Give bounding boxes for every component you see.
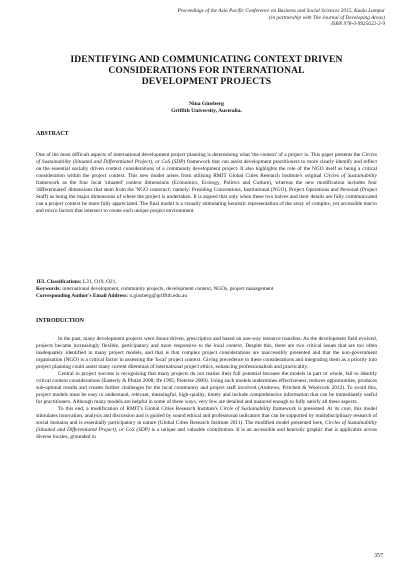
introduction-text [36, 336, 377, 441]
intro-paragraph-2: Central to project success is recognising that many projects do not realise their full potential because the models in part or whole, fail to identify critical context considerations (Easterly & Pfutze 2008; Ife 1995; Pieterse 2009). Using such models undermines effectiveness, reduces opportunities, produces sub-optimal results and creates further challenges for the local community and project staff involved (Andrews, Pritchett & Woolcock 2012). To avoid this, project models must be easy to understand, relevant, meaningful, high-quality, timely and include comprehensive information that can be immediately useful for practitioners. Although many models are helpful in some of these ways, very few are detailed and nuanced enough to fully satisfy all these aspects. [36, 371, 377, 405]
cos-sdp-term-2: Circles of Sustainability (Situated and Differentiated Project), or CoS (SDP) [36, 420, 377, 433]
cos-sdp-term: Circles of Sustainability (Situated and Differentiated Project), or CoS (SDP) [36, 152, 377, 165]
header-line-1: Proceedings of the Asia Pacific Conference on Business and Social Sciences 2015, Kuala Lumpur [177, 8, 385, 14]
keywords-line [36, 286, 377, 293]
author-name: Nina Ginsberg [189, 101, 224, 107]
header-line-2: (in partnership with The Journal of Developing Areas) [269, 14, 385, 21]
keywords-label: Keywords: [36, 286, 61, 292]
page-number: 357 [374, 553, 383, 559]
abstract-part-3: framework as the four local 'situated' context dimensions (Economics, Ecology, Politics and Culture), whereas the new modification includes four 'differentiated' dimensions that stem from the 'NGO construct', namely: Presiding Conventions, Institutional (NGO), Project Operations and Personal (Project Staff) as being the major dimensions of where the project is undertaken. It is argued that only when these two halves and their details are fully communicated can a project context be more fully appreciated. The final model is a visually stimulating heuristic representation of the array of complex, yet accessible macro and micro factors that intersect to create each unique project environment. [36, 180, 377, 214]
jel-label: JEL Classifications: [36, 279, 82, 285]
proceedings-header [55, 8, 385, 28]
intro-paragraph-3 [36, 406, 377, 441]
jel-value: L31, O19, O21, [82, 279, 117, 285]
title-line-1: IDENTIFYING AND COMMUNICATING CONTEXT DRIVEN [70, 54, 343, 65]
title-line-3: DEVELOPMENT PROJECTS [141, 76, 272, 87]
intro-paragraph-1: In the past, many development projects were donor-driven, prescriptive and based on one-way resource transfers. As the development field evolved, projects became increasingly flexible, participatory and more responsive to the local context. Despite this, there are two critical issues that are too often inadequately identified in many project models, and that is that complex project considerations are inaccessibly presented and that the non-government organisation (NGO) is a critical factor in assessing the 'local' project context. Giving precedence to these considerations and integrating them as a priority into project planning could assist many current dilemmas of international project ethics, enhancing professionalism and practicality. [36, 336, 377, 370]
circle-of-sustainability-term: Circle of Sustainability [219, 406, 271, 412]
intro-p3-part-3: is a unique and valuable contribution. It is an accessible and heuristic graphic that is applicable across diverse locales, grounded in [36, 427, 377, 440]
intro-p3-part-2: framework is presented. At its core, this model stimulates innovation, analysis and discussion and is guided by sound ethical and professional indicators that can be supported by multidisciplinary research of social domains and is essentially participatory in nature (Global Cities Research Institute 2011). The modified model presented here, [36, 406, 378, 426]
jel-line [36, 279, 377, 286]
email-line [36, 293, 377, 300]
abstract-part-2: framework that can assist development practitioners to more clearly identify and reflect on the essential socially driven context considerations of a community development project. It also highlights the role of the NGO itself as being a critical consideration within the project context. This new model arises from utilising RMIT Global Cities Research Institute's original [36, 159, 378, 179]
author-affiliation: Griffith University, Australia. [171, 108, 242, 114]
keywords-value: international development, community projects, development context, NGOs, project management [62, 286, 274, 292]
keywords-block [36, 279, 377, 300]
author-block [40, 101, 373, 115]
header-line-3: ISBN 978-0-9925622-2-9 [331, 21, 385, 28]
abstract-part-1: One of the most difficult aspects of international development project planning is determining what 'the context' of a project is. This paper presents the [36, 152, 361, 158]
email-label: Corresponding Author's Email Address: [36, 293, 128, 299]
abstract-text [36, 152, 377, 215]
abstract-heading: ABSTRACT [36, 131, 69, 137]
introduction-heading: INTRODUCTION [36, 318, 85, 324]
title-line-2: CONSIDERATIONS FOR INTERNATIONAL [108, 65, 305, 76]
paper-title [40, 54, 373, 87]
cos-original-term: Circles of Sustainability [323, 173, 377, 179]
intro-p3-part-1: To this end, a modification of RMIT's Global Cities Research Institute's [58, 406, 218, 412]
email-value: n.ginsberg@griffith.edu.au [129, 293, 188, 299]
